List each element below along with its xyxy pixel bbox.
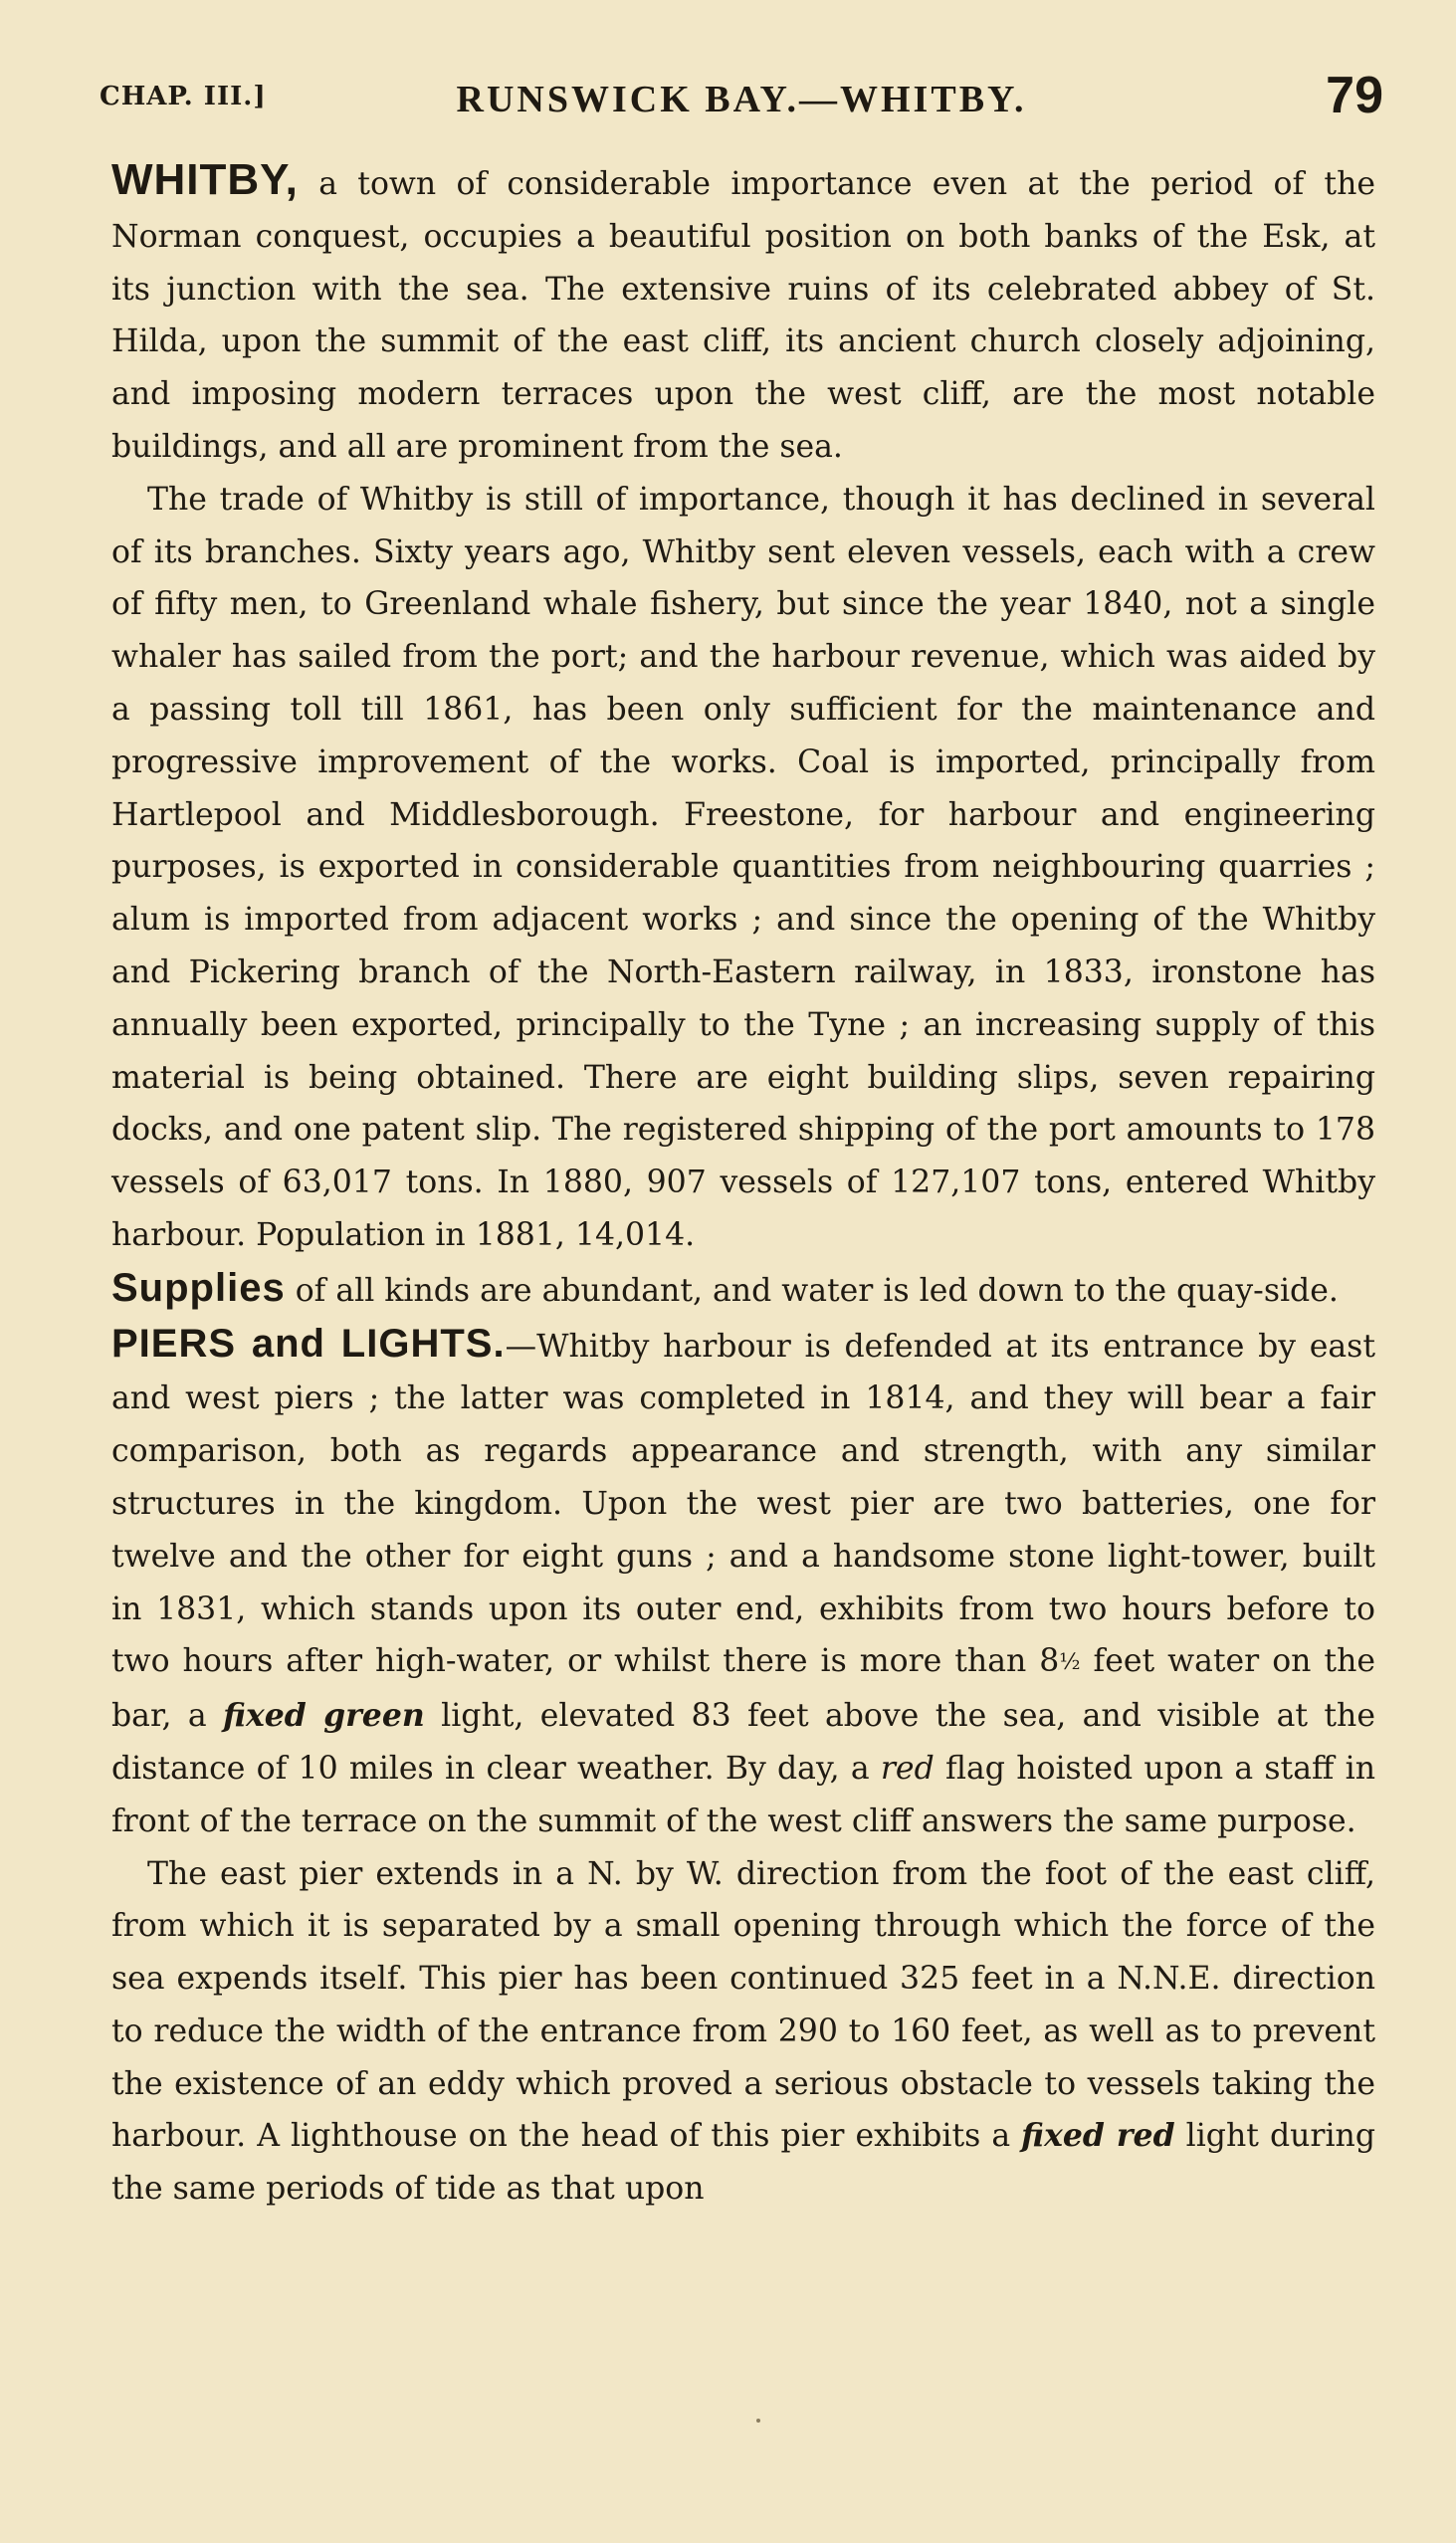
supplies-text: of all kinds are abundant, and water is led down to the quay-side. [285,1272,1339,1309]
paper-speck [756,2419,760,2423]
east-pier-text-b: light during the same periods of tide as that upon [111,2118,1375,2208]
piers-text-b: feet water on the bar, a [111,1643,1375,1735]
red-emphasis: red [880,1750,935,1787]
supplies-lead: Supplies [111,1265,286,1310]
fixed-green-emphasis: fixed green [223,1697,425,1735]
running-head [100,58,1383,137]
paragraph-trade [111,474,1375,1262]
piers-lights-lead: PIERS and LIGHTS. [111,1321,506,1366]
piers-text-d: flag hoisted upon a staff in front of the terrace on the summit of the west cliff answers the same purpose. [111,1750,1375,1839]
page-number: 79 [1326,67,1383,124]
fixed-red-emphasis: fixed red [1021,2117,1175,2155]
trade-text: The trade of Whitby is still of importance, though it has declined in several of its branches. Sixty years ago, Whitby sent eleven vessels, each with a crew of fifty men, to Greenland whale fishery, but since the year 1840, not a single whaler has sailed from the port; and the harbour revenue, which was aided by a passing toll till 1861, has been only sufficient for the maintenance and progressive improvement of the works. Coal is imported, principally from Hartlepool and Middlesborough. Freestone, for harbour and engineering purposes, is exported in considerable quantities from neighbouring quarries ; alum is imported from adjacent works ; and since the opening of the Whitby and Pickering branch of the North-Eastern railway, in 1833, ironstone has annually been exported, principally to the Tyne ; an increasing supply of this material is being obtained. There are eight building slips, seven repairing docks, and one patent slip. The registered shipping of the port amounts to 178 vessels of 63,017 tons. In 1880, 907 vessels of 127,107 tons, entered Whitby harbour. Population in 1881, 14,014. [111,481,1375,1253]
paragraph-east-pier [111,1848,1375,2217]
running-title: RUNSWICK BAY.—WHITBY. [456,79,1027,120]
paragraph-whitby [111,154,1375,474]
whitby-lead: WHITBY, [111,155,299,204]
chapter-label: CHAP. III.] [100,82,267,111]
paragraph-supplies [111,1262,1375,1318]
fraction-half: ½ [1059,1650,1081,1676]
piers-text-c: light, elevated 83 feet above the sea, and visible at the distance of 10 miles in clear weather. By day, a [111,1698,1375,1787]
paragraph-piers-lights [111,1318,1375,1848]
whitby-text: a town of considerable importance even at the period of the Norman conquest, occupies a beautiful position on both banks of the Esk, at its junction with the sea. The extensive ruins of its celebrated abbey of St. Hilda, upon the summit of the east cliff, its ancient church closely adjoining, and imposing modern terraces upon the west cliff, are the most notable buildings, and all are prominent from the sea. [111,166,1375,465]
body-text [111,154,1375,2216]
piers-text-a: —Whitby harbour is defended at its entrance by east and west piers ; the latter was completed in 1814, and they will bear a fair comparison, both as regards appearance and strength, with any similar structures in the kingdom. Upon the west pier are two batteries, one for twelve and the other for eight guns ; and a handsome stone light-tower, built in 1831, which stands upon its outer end, exhibits from two hours before to two hours after high-water, or whilst there is more than 8 [111,1328,1376,1680]
east-pier-text-a: The east pier extends in a N. by W. direction from the foot of the east cliff, from which it is separated by a small opening through which the force of the sea expends itself. This pier has been continued 325 feet in a N.N.E. direction to reduce the width of the entrance from 290 to 160 feet, as well as to prevent the existence of an eddy which proved a serious obstacle to vessels taking the harbour. A lighthouse on the head of this pier exhibits a [111,1855,1375,2155]
